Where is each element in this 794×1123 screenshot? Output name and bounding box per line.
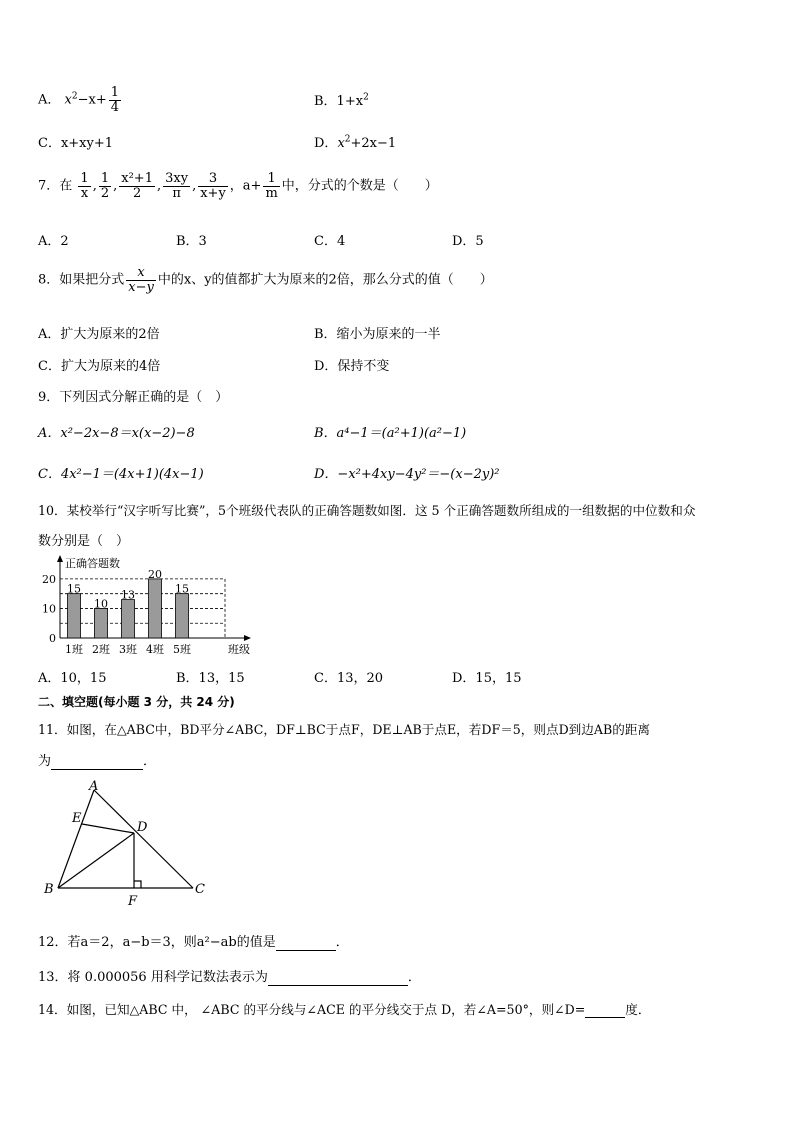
x-axis-arrow (244, 635, 251, 641)
q7-option-a: A．2 (38, 234, 69, 249)
bar-1 (68, 594, 81, 638)
q6-b-exp: 2 (363, 92, 369, 103)
side-ac (94, 790, 193, 888)
q12-text: 12．若a＝2，a−b＝3，则a²−ab的值是 (38, 935, 276, 950)
q14-stem (38, 999, 650, 1018)
q6-option-d: D．$x^2+2x-1$ (314, 134, 397, 151)
q11-stem-line1: 11．如图，在△ABC中，BD平分∠ABC，DF⊥BC于点F，DE⊥AB于点E，若DF＝5，则点D到边AB的距离 (38, 722, 651, 737)
q8-option-b: B．缩小为原来的一半 (314, 327, 441, 342)
q7-option-b: B．3 (176, 234, 207, 249)
q8-option-c: C．扩大为原来的4倍 (38, 359, 161, 374)
q7-frac-5-num: 3 (198, 172, 228, 187)
q7-frac-5 (198, 172, 228, 200)
q6-option-b (314, 90, 369, 109)
q7-number: 7．在 (38, 178, 73, 194)
q6-d-tail: +2x−1 (350, 136, 397, 151)
y-axis-arrow (57, 555, 63, 562)
q8-frac-num: x (126, 266, 156, 281)
q14-text: 14．如图，已知△ABC 中， ∠ABC 的平分线与∠ACE 的平分线交于点 D，若∠A=50°，则∠D= (38, 1002, 586, 1017)
q11-triangle-diagram (40, 778, 215, 908)
y-tick-0: 0 (49, 632, 56, 645)
q13-tail: ． (407, 970, 421, 985)
q11-tail: ． (143, 754, 157, 769)
q7-frac-4-num: 3xy (165, 171, 189, 186)
q6-d-exp: 2 (344, 134, 351, 145)
q10-stem-line1: 10．某校举行“汉字听写比赛”，5个班级代表队的正确答题数如图．这 5 个正确答题数所组成的一组数据的中位数和众 (38, 503, 696, 518)
q13-answer-blank[interactable] (268, 970, 408, 986)
q8-tail: 中的x、y的值都扩大为原来的2倍，那么分式的值（ ） (157, 272, 493, 288)
q7-frac-4 (163, 172, 190, 200)
bar-5 (176, 594, 189, 638)
bar-value-label-3: 13 (121, 588, 135, 602)
q6-a-frac-num: 1 (110, 85, 120, 100)
q14-answer-blank[interactable] (585, 1002, 625, 1018)
label-d: D (137, 820, 148, 835)
bar-value-label-2: 10 (94, 597, 108, 611)
label-f: F (128, 894, 138, 908)
q7-frac-3-num: x²+1 (121, 171, 153, 186)
q13-text: 13．将 0.000056 用科学记数法表示为 (38, 970, 268, 985)
q11-line2-text: 为 (38, 754, 52, 769)
q9-option-a: A．x²−2x−8＝x(x−2)−8 (38, 426, 195, 441)
q7-frac-tail-num: 1 (263, 172, 279, 187)
q8-head: 8．如果把分式 (38, 272, 125, 288)
q7-frac-tail-den: m (265, 185, 278, 201)
bar-2 (95, 608, 108, 638)
q10-stem-line2: 数分别是（ ） (38, 534, 130, 549)
q7-frac-5-den: x+y (200, 185, 226, 201)
side-ab (58, 790, 94, 888)
q10-option-a: A．10，15 (38, 671, 107, 686)
q7-frac-1-num: 1 (80, 171, 89, 186)
q8-stem (38, 266, 493, 294)
q6-b-text: B．1+x (314, 94, 364, 109)
q10-bar-chart (38, 553, 258, 658)
q6-option-a (38, 86, 123, 114)
x-tick-label-4: 4班 (146, 643, 164, 656)
q6-a-mid: −x+ (77, 92, 107, 108)
q12-stem (38, 931, 349, 951)
label-a: A (89, 779, 99, 794)
y-axis-title: 正确答题数 (65, 557, 120, 570)
q7-tail-text: 中，分式的个数是（ ） (281, 178, 438, 194)
q8-fraction (126, 266, 156, 294)
q7-tail-head: ，a+ (229, 178, 262, 194)
bar-value-label-5: 15 (175, 582, 189, 596)
q10-option-b: B．13，15 (176, 671, 245, 686)
q6-a-exp: 2 (71, 91, 78, 102)
bisector-bd (58, 833, 134, 888)
q10-option-d: D．15，15 (452, 671, 522, 686)
bar-4 (149, 579, 162, 638)
q11-answer-blank[interactable] (51, 754, 143, 770)
q12-answer-blank[interactable] (276, 935, 336, 951)
q9-option-d: D．−x²+4xy−4y²＝−(x−2y)² (314, 467, 500, 482)
right-angle-mark (134, 881, 141, 888)
q9-option-b: B．a⁴−1＝(a²+1)(a²−1) (314, 426, 467, 441)
x-tick-label-3: 3班 (119, 643, 137, 656)
q14-tail: 度． (625, 1002, 651, 1017)
q10-option-c: C．13，20 (314, 671, 384, 686)
q9-option-c: C．4x²−1＝(4x+1)(4x−1) (38, 467, 204, 482)
label-b: B (44, 882, 54, 897)
q7-frac-3-den: 2 (132, 185, 142, 201)
q7-frac-3 (119, 172, 155, 200)
q7-frac-4-den: π (172, 185, 181, 201)
q7-option-c: C．4 (314, 234, 346, 249)
bar-value-label-1: 15 (67, 582, 81, 596)
q8-frac-den: x−y (128, 279, 154, 295)
q7-frac-2 (99, 172, 111, 200)
q12-tail: ． (335, 935, 349, 950)
q7-frac-1 (78, 172, 90, 200)
q6-a-frac-den: 4 (110, 99, 120, 115)
bar-value-label-4: 20 (148, 567, 162, 581)
q8-option-d: D．保持不变 (314, 359, 390, 374)
label-e: E (72, 811, 82, 826)
q7-frac-1-den: x (80, 185, 89, 201)
segment-de (82, 824, 134, 833)
x-tick-label-5: 5班 (173, 643, 191, 656)
q8-option-a: A．扩大为原来的2倍 (38, 327, 160, 342)
y-tick-20: 20 (42, 572, 56, 586)
x-tick-label-1: 1班 (65, 643, 83, 656)
q7-frac-2-num: 1 (100, 171, 110, 186)
x-tick-label-2: 2班 (92, 643, 110, 656)
x-axis-title: 班级 (228, 643, 250, 656)
q6-d-label: D． (314, 136, 338, 151)
q11-stem-line2 (38, 750, 156, 770)
y-tick-10: 10 (42, 602, 56, 616)
bar-3 (122, 600, 135, 638)
q9-stem: 9．下列因式分解正确的是（ ） (38, 390, 229, 405)
label-c: C (195, 882, 205, 897)
q6-a-fraction (109, 86, 121, 114)
q13-stem (38, 966, 421, 986)
q6-option-c: C．x+xy+1 (38, 136, 114, 151)
q6-a-label: A． (38, 92, 61, 108)
q7-option-d: D．5 (452, 234, 484, 249)
q6-a-expr-head: x (64, 92, 72, 108)
q7-frac-2-den: 2 (100, 185, 110, 201)
section-fill-in-heading: 二、填空题(每小题 3 分，共 24 分) (38, 695, 235, 709)
q7-frac-tail (263, 172, 279, 200)
q7-stem: 7．在 $\frac{1}{x}$ , $\frac{1}{2}$ , $\frac{\text{x²+1}}{2}$ , $\frac{3xy}{\pi}$ , $\frac{3}{x+y}$ ，a+ $\frac{1}{m}$ 中，分式的个数是（ ） (38, 171, 438, 201)
